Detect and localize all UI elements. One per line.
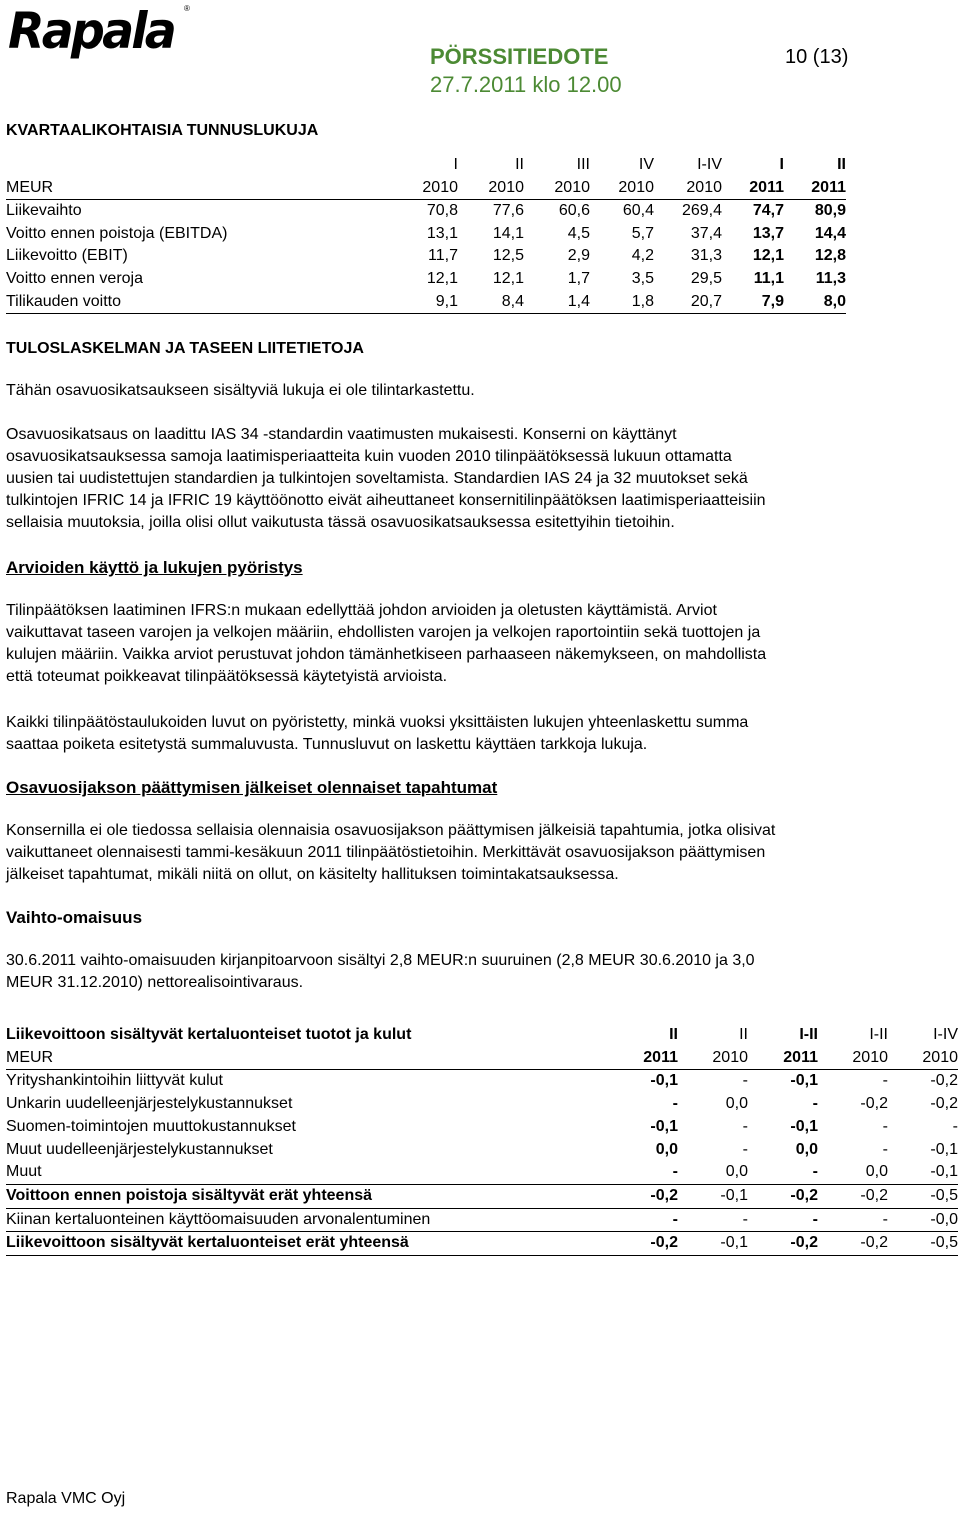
kpi-col-year: 2011 <box>811 178 846 196</box>
cell: 60,6 <box>524 200 590 223</box>
row-label: Kiinan kertaluonteinen käyttöomaisuuden arvonalentuminen <box>6 1208 566 1232</box>
cell: 1,4 <box>524 291 590 314</box>
cell: - <box>566 1208 678 1232</box>
row-label: Liikevaihto <box>6 200 396 223</box>
cell: - <box>742 1140 748 1158</box>
cell: - <box>678 1208 748 1232</box>
table-row <box>6 1139 958 1162</box>
paragraph-line: MEUR 31.12.2010) nettorealisointivaraus. <box>6 974 304 991</box>
cell: -0,5 <box>888 1232 958 1256</box>
page-number: 10 (13) <box>785 46 849 68</box>
inventory-heading: Vaihto-omaisuus <box>6 908 143 927</box>
cell: -0,1 <box>930 1163 958 1181</box>
cell: 11,1 <box>753 269 784 287</box>
kpi-col-quarter: II <box>837 156 846 173</box>
quarterly-kpi-table <box>6 154 846 314</box>
cell: 7,9 <box>722 291 784 314</box>
cell: 9,1 <box>396 291 458 314</box>
cell: 14,1 <box>492 224 524 242</box>
cell: -0,1 <box>650 1117 678 1135</box>
cell: - <box>748 1208 818 1232</box>
cell: 12,1 <box>492 269 524 287</box>
subsequent-events-paragraph <box>6 820 958 886</box>
cell: 0,0 <box>865 1163 888 1181</box>
kpi-col-quarter: I-IV <box>697 156 722 173</box>
cell: 37,4 <box>690 224 722 242</box>
document-type: PÖRSSITIEDOTE <box>430 44 609 69</box>
estimates-paragraph <box>6 600 956 688</box>
cell: -0,1 <box>930 1140 958 1158</box>
row-label: Voittoon ennen poistoja sisältyvät erät yhteensä <box>6 1184 566 1208</box>
cell: 0,0 <box>655 1140 678 1158</box>
kpi-col-quarter: I <box>453 156 458 173</box>
items-col-quarter: II <box>739 1026 748 1043</box>
cell: 12,8 <box>814 247 846 265</box>
paragraph-line: 30.6.2011 vaihto-omaisuuden kirjanpitoarvoon sisältyi 2,8 MEUR:n suuruinen (2,8 MEUR 30.6.2010 ja 3,0 <box>6 952 755 969</box>
cell: - <box>672 1163 678 1181</box>
kpi-unit-label: MEUR <box>6 178 54 196</box>
items-col-quarter: II <box>669 1026 678 1043</box>
table-row <box>6 1208 958 1232</box>
row-label: Muut uudelleenjärjestelykustannukset <box>6 1140 273 1158</box>
row-label: Liikevoittoon sisältyvät kertaluonteiset erät yhteensä <box>6 1232 566 1256</box>
cell: -0,2 <box>818 1184 888 1208</box>
items-col-year: 2011 <box>783 1048 818 1066</box>
subtotal-row <box>6 1184 958 1208</box>
kpi-section-title: KVARTAALIKOHTAISIA TUNNUSLUKUJA <box>6 122 319 139</box>
cell: 1,7 <box>567 269 590 287</box>
cell: - <box>818 1070 888 1093</box>
cell: -0,2 <box>748 1184 818 1208</box>
paragraph-line: Osavuosikatsaus on laadittu IAS 34 -standardin vaatimusten mukaisesti. Konserni on käyttänyt <box>6 426 677 443</box>
cell: - <box>812 1095 818 1113</box>
kpi-col-quarter: IV <box>638 156 654 173</box>
items-col-year: 2010 <box>712 1048 748 1066</box>
table-row <box>6 223 846 246</box>
paragraph-line: vaikuttavat taseen varojen ja velkojen määriin, ehdollisten varojen ja velkojen raportointiin sekä tuottojen ja <box>6 624 761 641</box>
notes-section-title: TULOSLASKELMAN JA TASEEN LIITETIETOJA <box>6 340 364 357</box>
estimates-heading: Arvioiden käyttö ja lukujen pyöristys <box>6 558 303 577</box>
audit-statement: Tähän osavuosikatsaukseen sisältyviä lukuja ei ole tilintarkastettu. <box>6 382 475 399</box>
cell: - <box>818 1208 888 1232</box>
kpi-col-year: 2010 <box>554 178 590 196</box>
cell: -0,1 <box>748 1070 818 1093</box>
paragraph-line: kulujen määriin. Vaikka arviot perustuvat johdon tämänhetkiseen parhaaseen näkemykseen, on mahdollista <box>6 646 767 663</box>
kpi-col-year: 2010 <box>686 178 722 196</box>
table-row <box>6 1070 958 1093</box>
cell: - <box>882 1117 888 1135</box>
table-row <box>6 1093 958 1116</box>
cell: - <box>742 1117 748 1135</box>
kpi-col-year: 2010 <box>618 178 654 196</box>
cell: 31,3 <box>690 247 722 265</box>
items-col-year: 2010 <box>922 1048 958 1066</box>
basis-of-preparation-paragraph <box>6 424 956 534</box>
cell: 8,0 <box>784 291 846 314</box>
paragraph-line: sellaisia muutoksia, joilla olisi ollut vaikutusta tässä osavuosikatsauksessa esitettyihin tietoihin. <box>6 514 675 531</box>
row-label: Suomen-toimintojen muuttokustannukset <box>6 1117 296 1135</box>
kpi-col-quarter: I <box>779 156 784 173</box>
release-date: 27.7.2011 klo 12.00 <box>430 72 622 97</box>
cell: 80,9 <box>784 200 846 223</box>
cell: 11,7 <box>428 247 458 265</box>
subsequent-events-heading: Osavuosijakson päättymisen jälkeiset olennaiset tapahtumat <box>6 778 498 797</box>
cell: -0,1 <box>566 1070 678 1093</box>
cell: 1,8 <box>590 291 654 314</box>
paragraph-line: vaikuttaneet olennaisesti tammi-kesäkuun 2011 tilinpäätöstietoihin. Merkittävät osavuosijakson päättymisen <box>6 844 766 861</box>
items-col-quarter: I-II <box>869 1026 888 1043</box>
registered-mark: ® <box>184 4 190 13</box>
cell: 2,9 <box>567 247 590 265</box>
cell: 14,4 <box>814 224 846 242</box>
paragraph-line: osavuosikatsauksessa samoja laatimisperiaatteita kuin vuoden 2010 tilinpäätöksessä lukuun ottamatta <box>6 448 732 465</box>
table-row <box>6 268 846 291</box>
cell: 12,1 <box>426 269 458 287</box>
cell: -0,2 <box>888 1070 958 1093</box>
cell: -0,2 <box>566 1232 678 1256</box>
cell: - <box>672 1095 678 1113</box>
paragraph-line: uusien tai uudistettujen standardien ja tulkintojen soveltamista. Standardien IAS 24 ja 32 muutokset sekä <box>6 470 748 487</box>
paragraph-line: jälkeiset tapahtumat, mikäli niitä on ollut, on käsitelty hallituksen toimintakatsauksessa. <box>6 866 619 883</box>
kpi-quarter-header-row <box>6 154 846 177</box>
items-col-quarter: I-II <box>799 1026 818 1043</box>
rounding-paragraph <box>6 712 956 756</box>
row-label: Muut <box>6 1163 42 1181</box>
cell: -0,2 <box>818 1232 888 1256</box>
items-col-year: 2011 <box>643 1048 678 1066</box>
cell: -0,1 <box>678 1184 748 1208</box>
items-table-title: Liikevoittoon sisältyvät kertaluonteiset tuotot ja kulut <box>6 1026 412 1043</box>
table-row <box>6 200 846 223</box>
company-logo: Rapala <box>8 2 174 60</box>
row-label: Liikevoitto (EBIT) <box>6 247 128 265</box>
paragraph-line: saattaa poiketa esitetystä summaluvusta. Tunnusluvut on laskettu käyttäen tarkkoja lukuja. <box>6 736 648 753</box>
inventory-paragraph <box>6 950 956 994</box>
paragraph-line: tulkintojen IFRIC 14 ja IFRIC 19 käyttöönotto eivät aiheuttaneet konsernitilinpäätöksen laatimisperiaatteisiin <box>6 492 766 509</box>
cell: 269,4 <box>654 200 722 223</box>
cell: 0,0 <box>795 1140 818 1158</box>
kpi-year-header-row <box>6 177 846 200</box>
kpi-col-quarter: II <box>515 156 524 173</box>
cell: 13,1 <box>426 224 458 242</box>
table-row <box>6 245 846 268</box>
cell: 12,1 <box>752 247 784 265</box>
cell: -0,1 <box>678 1232 748 1256</box>
table-row <box>6 1116 958 1139</box>
paragraph-line: Kaikki tilinpäätöstaulukoiden luvut on pyöristetty, minkä vuoksi yksittäisten lukujen yhteenlaskettu summa <box>6 714 749 731</box>
kpi-col-year: 2010 <box>422 178 458 196</box>
cell: - <box>678 1070 748 1093</box>
row-label: Unkarin uudelleenjärjestelykustannukset <box>6 1095 293 1113</box>
items-year-row <box>6 1047 958 1070</box>
cell: 12,5 <box>492 247 524 265</box>
cell: -0,2 <box>566 1184 678 1208</box>
kpi-header-blank <box>6 154 396 177</box>
cell: - <box>812 1163 818 1181</box>
paragraph-line: Tilinpäätöksen laatiminen IFRS:n mukaan edellyttää johdon arvioiden ja oletusten käyttämistä. Arviot <box>6 602 717 619</box>
cell: -0,2 <box>930 1095 958 1113</box>
kpi-col-quarter: III <box>576 156 590 173</box>
cell: -0,0 <box>888 1208 958 1232</box>
cell: 29,5 <box>690 269 722 287</box>
items-unit-label: MEUR <box>6 1048 54 1066</box>
kpi-col-year: 2011 <box>749 178 784 196</box>
cell: 77,6 <box>458 200 524 223</box>
cell: -0,1 <box>790 1117 818 1135</box>
items-title-row <box>6 1024 958 1047</box>
cell: - <box>952 1117 958 1135</box>
cell: 4,2 <box>631 247 654 265</box>
cell: -0,2 <box>748 1232 818 1256</box>
cell: 13,7 <box>752 224 784 242</box>
paragraph-line: Konsernilla ei ole tiedossa sellaisia olennaisia osavuosijakson päättymisen jälkeisiä tapahtumia, jotka olisivat <box>6 822 776 839</box>
cell: 4,5 <box>567 224 590 242</box>
cell: 0,0 <box>725 1163 748 1181</box>
paragraph-line: että toteumat poikkeavat tilinpäätöksessä käytetyistä arvioista. <box>6 668 448 685</box>
cell: - <box>882 1140 888 1158</box>
cell: 11,3 <box>815 269 846 287</box>
cell: 3,5 <box>631 269 654 287</box>
table-row <box>6 1161 958 1184</box>
items-col-quarter: I-IV <box>933 1026 958 1043</box>
row-label: Voitto ennen veroja <box>6 269 143 287</box>
non-recurring-items-table <box>6 1024 958 1256</box>
row-label: Yrityshankintoihin liittyvät kulut <box>6 1070 566 1093</box>
footer-company: Rapala VMC Oyj <box>6 1490 126 1507</box>
cell: 5,7 <box>631 224 654 242</box>
kpi-col-year: 2010 <box>488 178 524 196</box>
cell: -0,2 <box>860 1095 888 1113</box>
cell: 8,4 <box>458 291 524 314</box>
cell: 60,4 <box>590 200 654 223</box>
cell: 70,8 <box>396 200 458 223</box>
cell: -0,5 <box>888 1184 958 1208</box>
cell: 0,0 <box>725 1095 748 1113</box>
cell: 20,7 <box>654 291 722 314</box>
row-label: Voitto ennen poistoja (EBITDA) <box>6 224 228 242</box>
items-col-year: 2010 <box>852 1048 888 1066</box>
table-row <box>6 291 846 314</box>
total-row <box>6 1232 958 1256</box>
cell: 74,7 <box>722 200 784 223</box>
row-label: Tilikauden voitto <box>6 291 396 314</box>
